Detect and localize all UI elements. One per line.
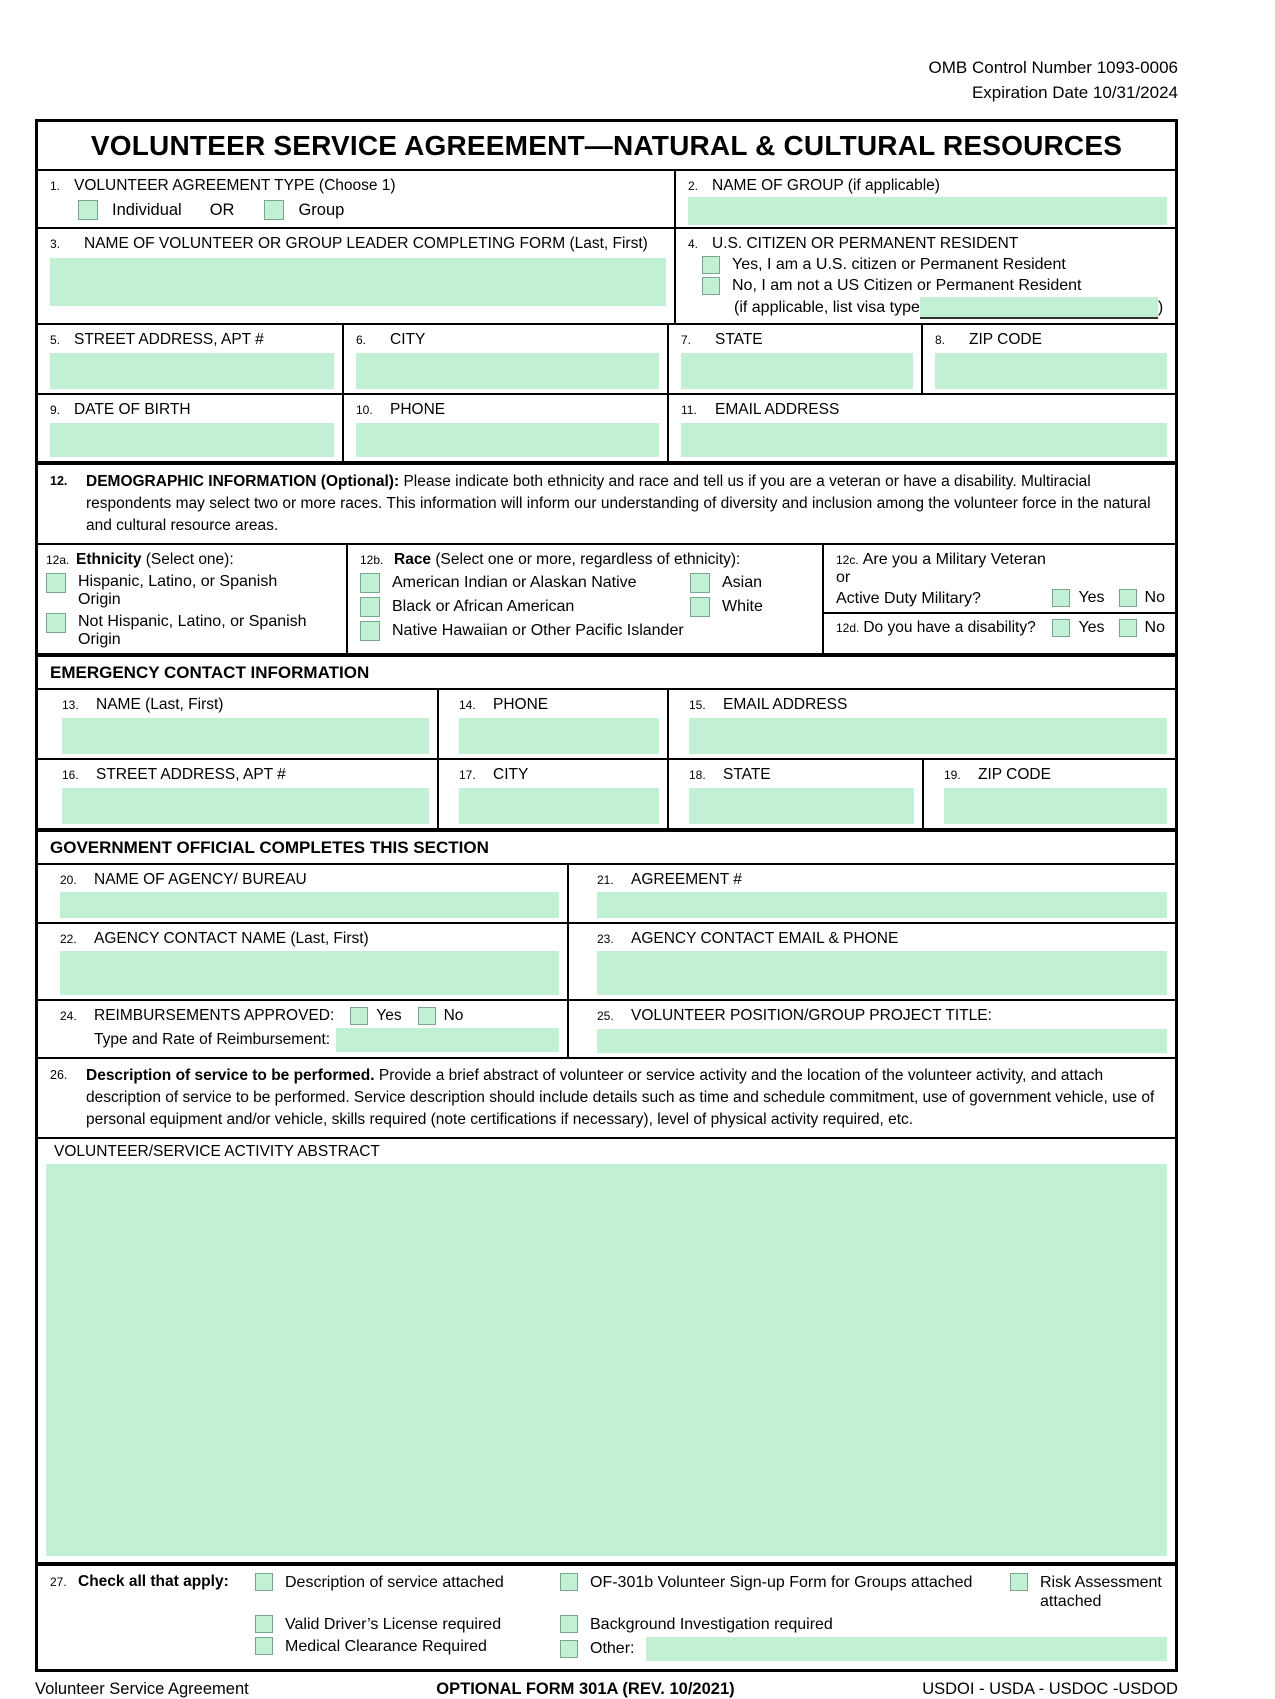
field-25-position-title bbox=[567, 1001, 1175, 1057]
field-17-ec-city bbox=[437, 760, 667, 828]
reimbursement-yes-label: Yes bbox=[376, 1007, 402, 1025]
reimbursement-type-rate-input[interactable] bbox=[336, 1028, 559, 1052]
field-13-ec-name bbox=[38, 690, 437, 758]
reimbursement-yes-checkbox[interactable] bbox=[350, 1007, 368, 1025]
field-2-label: NAME OF GROUP (if applicable) bbox=[712, 177, 940, 195]
field-23-label: AGENCY CONTACT EMAIL & PHONE bbox=[631, 930, 899, 948]
military-no-checkbox[interactable] bbox=[1119, 589, 1137, 607]
field-25-number: 25. bbox=[597, 1009, 614, 1024]
field-27-check-all bbox=[38, 1562, 1175, 1669]
field-12c-12d bbox=[822, 545, 1175, 653]
field-3-label: NAME OF VOLUNTEER OR GROUP LEADER COMPLETING FORM (Last, First) bbox=[84, 235, 648, 253]
field-12c-label-line1: Are you a Military Veteran or bbox=[836, 551, 1046, 587]
field-8-label: ZIP CODE bbox=[969, 331, 1042, 349]
field-20-agency bbox=[38, 865, 567, 922]
ethnicity-hispanic-checkbox[interactable] bbox=[46, 573, 66, 593]
email-address-input[interactable] bbox=[681, 423, 1167, 457]
ec-name-input[interactable] bbox=[62, 718, 429, 754]
field-12b-label-rest: (Select one or more, regardless of ethnicity): bbox=[435, 551, 741, 569]
description-attached-checkbox[interactable] bbox=[255, 1573, 273, 1591]
field-14-label: PHONE bbox=[493, 696, 549, 714]
individual-checkbox[interactable] bbox=[78, 200, 98, 220]
citizen-no-label: No, I am not a US Citizen or Permanent Resident bbox=[732, 277, 1082, 295]
state-input[interactable] bbox=[681, 353, 913, 389]
ec-zip-input[interactable] bbox=[944, 788, 1167, 824]
abstract-section bbox=[38, 1137, 1175, 1556]
zip-code-input[interactable] bbox=[935, 353, 1167, 389]
citizen-yes-checkbox[interactable] bbox=[702, 256, 720, 274]
field-3-number: 3. bbox=[50, 237, 61, 252]
race-american-indian-label: American Indian or Alaskan Native bbox=[392, 574, 637, 592]
field-4-label: U.S. CITIZEN OR PERMANENT RESIDENT bbox=[712, 235, 1019, 253]
field-4-number: 4. bbox=[688, 237, 699, 252]
drivers-license-label: Valid Driver’s License required bbox=[285, 1615, 502, 1633]
field-17-label: CITY bbox=[493, 766, 529, 784]
field-2-number: 2. bbox=[688, 179, 699, 194]
government-section-header: GOVERNMENT OFFICIAL COMPLETES THIS SECTION bbox=[38, 828, 1175, 863]
ec-email-input[interactable] bbox=[689, 718, 1167, 754]
ethnicity-not-hispanic-checkbox[interactable] bbox=[46, 613, 66, 633]
field-12d-disability bbox=[824, 614, 1175, 642]
form-title: VOLUNTEER SERVICE AGREEMENT—NATURAL & CULTURAL RESOURCES bbox=[90, 130, 1123, 162]
name-of-group-input[interactable] bbox=[688, 197, 1167, 225]
field-22-agency-contact-name bbox=[38, 924, 567, 999]
field-19-number: 19. bbox=[944, 768, 961, 783]
ethnicity-hispanic-label: Hispanic, Latino, or Spanish Origin bbox=[78, 573, 278, 609]
field-26-label-bold: Description of service to be performed. bbox=[86, 1067, 375, 1085]
city-input[interactable] bbox=[356, 353, 659, 389]
field-12a-number: 12a. bbox=[46, 553, 70, 568]
field-24-label: REIMBURSEMENTS APPROVED: bbox=[94, 1007, 335, 1025]
race-asian-checkbox[interactable] bbox=[690, 573, 710, 593]
omb-control-number: OMB Control Number 1093-0006 bbox=[928, 58, 1178, 77]
field-18-number: 18. bbox=[689, 768, 706, 783]
race-american-indian-checkbox[interactable] bbox=[360, 573, 380, 593]
field-12b-label-bold: Race bbox=[394, 551, 432, 569]
of301b-attached-label: OF-301b Volunteer Sign-up Form for Groups attached bbox=[590, 1574, 973, 1592]
visa-type-suffix: ) bbox=[1157, 299, 1164, 317]
field-23-agency-contact-email bbox=[567, 924, 1175, 999]
field-13-label: NAME (Last, First) bbox=[96, 696, 224, 714]
emergency-section-header: EMERGENCY CONTACT INFORMATION bbox=[38, 653, 1175, 688]
reimbursement-no-label: No bbox=[443, 1007, 464, 1025]
disability-no-label: No bbox=[1144, 619, 1165, 637]
field-2-name-of-group bbox=[674, 171, 1175, 227]
field-19-ec-zip bbox=[922, 760, 1175, 828]
field-9-number: 9. bbox=[50, 403, 61, 418]
field-8-number: 8. bbox=[935, 333, 946, 348]
field-9-dob bbox=[38, 395, 342, 461]
field-5-number: 5. bbox=[50, 333, 61, 348]
field-25-label: VOLUNTEER POSITION/GROUP PROJECT TITLE: bbox=[631, 1007, 992, 1025]
field-23-number: 23. bbox=[597, 932, 614, 947]
field-6-label: CITY bbox=[390, 331, 426, 349]
volunteer-name-input[interactable] bbox=[50, 258, 666, 306]
risk-assessment-checkbox[interactable] bbox=[1010, 1573, 1028, 1591]
ec-city-input[interactable] bbox=[459, 788, 659, 824]
omb-header bbox=[35, 56, 1178, 105]
field-12a-label-rest: (Select one): bbox=[145, 551, 234, 569]
background-investigation-checkbox[interactable] bbox=[560, 1615, 578, 1633]
field-15-label: EMAIL ADDRESS bbox=[723, 696, 848, 714]
ec-phone-input[interactable] bbox=[459, 718, 659, 754]
field-24-number: 24. bbox=[60, 1009, 77, 1024]
field-14-number: 14. bbox=[459, 698, 476, 713]
field-20-label: NAME OF AGENCY/ BUREAU bbox=[94, 871, 307, 889]
field-12b-number: 12b. bbox=[360, 553, 384, 568]
field-16-ec-street bbox=[38, 760, 437, 828]
field-5-label: STREET ADDRESS, APT # bbox=[74, 331, 264, 349]
field-21-label: AGREEMENT # bbox=[631, 871, 742, 889]
medical-clearance-checkbox[interactable] bbox=[255, 1637, 273, 1655]
field-12c-label-line2: Active Duty Military? bbox=[836, 590, 981, 608]
field-10-phone bbox=[342, 395, 667, 461]
field-16-number: 16. bbox=[62, 768, 79, 783]
field-11-number: 11. bbox=[681, 403, 697, 418]
background-investigation-label: Background Investigation required bbox=[590, 1615, 833, 1633]
field-27-label: Check all that apply: bbox=[78, 1573, 229, 1591]
field-22-label: AGENCY CONTACT NAME (Last, First) bbox=[94, 930, 369, 948]
field-26-description bbox=[38, 1057, 1175, 1137]
other-label: Other: bbox=[590, 1639, 635, 1657]
risk-assessment-label: Risk Assessment attached bbox=[1040, 1574, 1162, 1611]
field-14-ec-phone bbox=[437, 690, 667, 758]
field-27-number: 27. bbox=[50, 1575, 67, 1590]
race-native-hawaiian-checkbox[interactable] bbox=[360, 621, 380, 641]
citizen-yes-label: Yes, I am a U.S. citizen or Permanent Resident bbox=[732, 256, 1066, 274]
citizen-no-checkbox[interactable] bbox=[702, 277, 720, 295]
ethnicity-not-hispanic-label: Not Hispanic, Latino, or Spanish Origin bbox=[78, 613, 307, 649]
agreement-number-input[interactable] bbox=[597, 892, 1167, 918]
field-12b-race bbox=[346, 545, 822, 653]
page-footer bbox=[35, 1680, 1178, 1699]
field-12-label-bold: DEMOGRAPHIC INFORMATION (Optional): bbox=[86, 473, 400, 491]
drivers-license-checkbox[interactable] bbox=[255, 1615, 273, 1633]
abstract-textarea[interactable] bbox=[46, 1164, 1167, 1556]
military-yes-label: Yes bbox=[1078, 589, 1105, 607]
footer-agencies: USDOI - USDA - USDOC -USDOD bbox=[922, 1679, 1178, 1698]
field-18-label: STATE bbox=[723, 766, 771, 784]
field-7-number: 7. bbox=[681, 333, 692, 348]
field-26-label-text: Provide a brief abstract of volunteer or service activity and the location of the volunteer activity, and attach description of service to be performed. Service description should include details such as time and schedule commitment, use of government vehicle, use of personal equipment and/or vehicle, skills required (note certifications if necessary), level of physical activity required, etc. bbox=[86, 1067, 1155, 1129]
agency-contact-name-input[interactable] bbox=[60, 951, 559, 995]
visa-type-input[interactable] bbox=[920, 297, 1158, 319]
disability-yes-checkbox[interactable] bbox=[1052, 619, 1070, 637]
race-native-hawaiian-label: Native Hawaiian or Other Pacific Islander bbox=[392, 622, 684, 640]
field-12d-number: 12d. bbox=[836, 621, 860, 636]
field-1-agreement-type bbox=[38, 171, 674, 227]
field-6-city bbox=[342, 325, 667, 393]
race-white-label: White bbox=[722, 598, 763, 616]
field-12a-ethnicity bbox=[38, 545, 346, 653]
footer-form-number: OPTIONAL FORM 301A (REV. 10/2021) bbox=[436, 1679, 735, 1698]
field-21-agreement-number bbox=[567, 865, 1175, 922]
ec-street-input[interactable] bbox=[62, 788, 429, 824]
of301b-attached-checkbox[interactable] bbox=[560, 1573, 578, 1591]
field-7-state bbox=[667, 325, 921, 393]
field-11-label: EMAIL ADDRESS bbox=[715, 401, 840, 419]
field-10-label: PHONE bbox=[390, 401, 446, 419]
footer-form-name: Volunteer Service Agreement bbox=[35, 1679, 249, 1698]
field-9-label: DATE OF BIRTH bbox=[74, 401, 191, 419]
field-15-ec-email bbox=[667, 690, 1175, 758]
military-yes-checkbox[interactable] bbox=[1052, 589, 1070, 607]
field-21-number: 21. bbox=[597, 873, 614, 888]
disability-yes-label: Yes bbox=[1078, 619, 1105, 637]
form bbox=[35, 119, 1178, 1672]
field-12c-military bbox=[824, 545, 1175, 614]
group-checkbox[interactable] bbox=[264, 200, 284, 220]
medical-clearance-label: Medical Clearance Required bbox=[285, 1637, 487, 1655]
field-24-reimbursements bbox=[38, 1001, 567, 1057]
group-label: Group bbox=[298, 200, 345, 219]
field-19-label: ZIP CODE bbox=[978, 766, 1051, 784]
race-black-label: Black or African American bbox=[392, 598, 575, 616]
field-12-demographic-info bbox=[38, 461, 1175, 543]
race-white-checkbox[interactable] bbox=[690, 597, 710, 617]
field-16-label: STREET ADDRESS, APT # bbox=[96, 766, 286, 784]
field-11-email bbox=[667, 395, 1175, 461]
agency-bureau-input[interactable] bbox=[60, 892, 559, 918]
field-17-number: 17. bbox=[459, 768, 476, 783]
field-22-number: 22. bbox=[60, 932, 77, 947]
disability-no-checkbox[interactable] bbox=[1119, 619, 1137, 637]
date-of-birth-input[interactable] bbox=[50, 423, 334, 457]
field-3-volunteer-name bbox=[38, 229, 674, 323]
visa-type-prefix: (if applicable, list visa type bbox=[734, 299, 920, 317]
field-12d-label: Do you have a disability? bbox=[863, 619, 1036, 637]
field-10-number: 10. bbox=[356, 403, 373, 418]
phone-input[interactable] bbox=[356, 423, 659, 457]
military-no-label: No bbox=[1144, 589, 1165, 607]
ec-state-input[interactable] bbox=[689, 788, 914, 824]
position-title-input[interactable] bbox=[597, 1029, 1167, 1053]
field-20-number: 20. bbox=[60, 873, 77, 888]
reimbursement-no-checkbox[interactable] bbox=[418, 1007, 436, 1025]
agency-contact-email-input[interactable] bbox=[597, 951, 1167, 995]
field-7-label: STATE bbox=[715, 331, 763, 349]
description-attached-label: Description of service attached bbox=[285, 1574, 504, 1592]
field-24-sub-label: Type and Rate of Reimbursement: bbox=[94, 1031, 331, 1049]
field-15-number: 15. bbox=[689, 698, 706, 713]
field-6-number: 6. bbox=[356, 333, 367, 348]
field-5-street bbox=[38, 325, 342, 393]
race-black-checkbox[interactable] bbox=[360, 597, 380, 617]
field-18-ec-state bbox=[667, 760, 922, 828]
individual-label: Individual bbox=[112, 200, 182, 219]
field-13-number: 13. bbox=[62, 698, 79, 713]
abstract-label: VOLUNTEER/SERVICE ACTIVITY ABSTRACT bbox=[54, 1143, 380, 1161]
field-26-number: 26. bbox=[50, 1068, 68, 1083]
field-12a-label-bold: Ethnicity bbox=[76, 551, 142, 569]
field-8-zip bbox=[921, 325, 1175, 393]
or-label: OR bbox=[209, 200, 235, 219]
expiration-date: Expiration Date 10/31/2024 bbox=[971, 82, 1178, 102]
field-12-label-text: Please indicate both ethnicity and race and tell us if you are a veteran or have a disability. Multiracial respondents may select two or more races. This information will inform our understanding of diversity and inclusion among the volunteer force in the natural and cultural resource areas. bbox=[86, 473, 1151, 535]
field-1-label: VOLUNTEER AGREEMENT TYPE (Choose 1) bbox=[74, 177, 396, 195]
field-4-citizen bbox=[674, 229, 1175, 323]
field-12c-number: 12c. bbox=[836, 553, 859, 568]
field-1-number: 1. bbox=[50, 179, 61, 194]
race-asian-label: Asian bbox=[722, 574, 763, 592]
street-address-input[interactable] bbox=[50, 353, 334, 389]
field-12-number: 12. bbox=[50, 474, 68, 489]
